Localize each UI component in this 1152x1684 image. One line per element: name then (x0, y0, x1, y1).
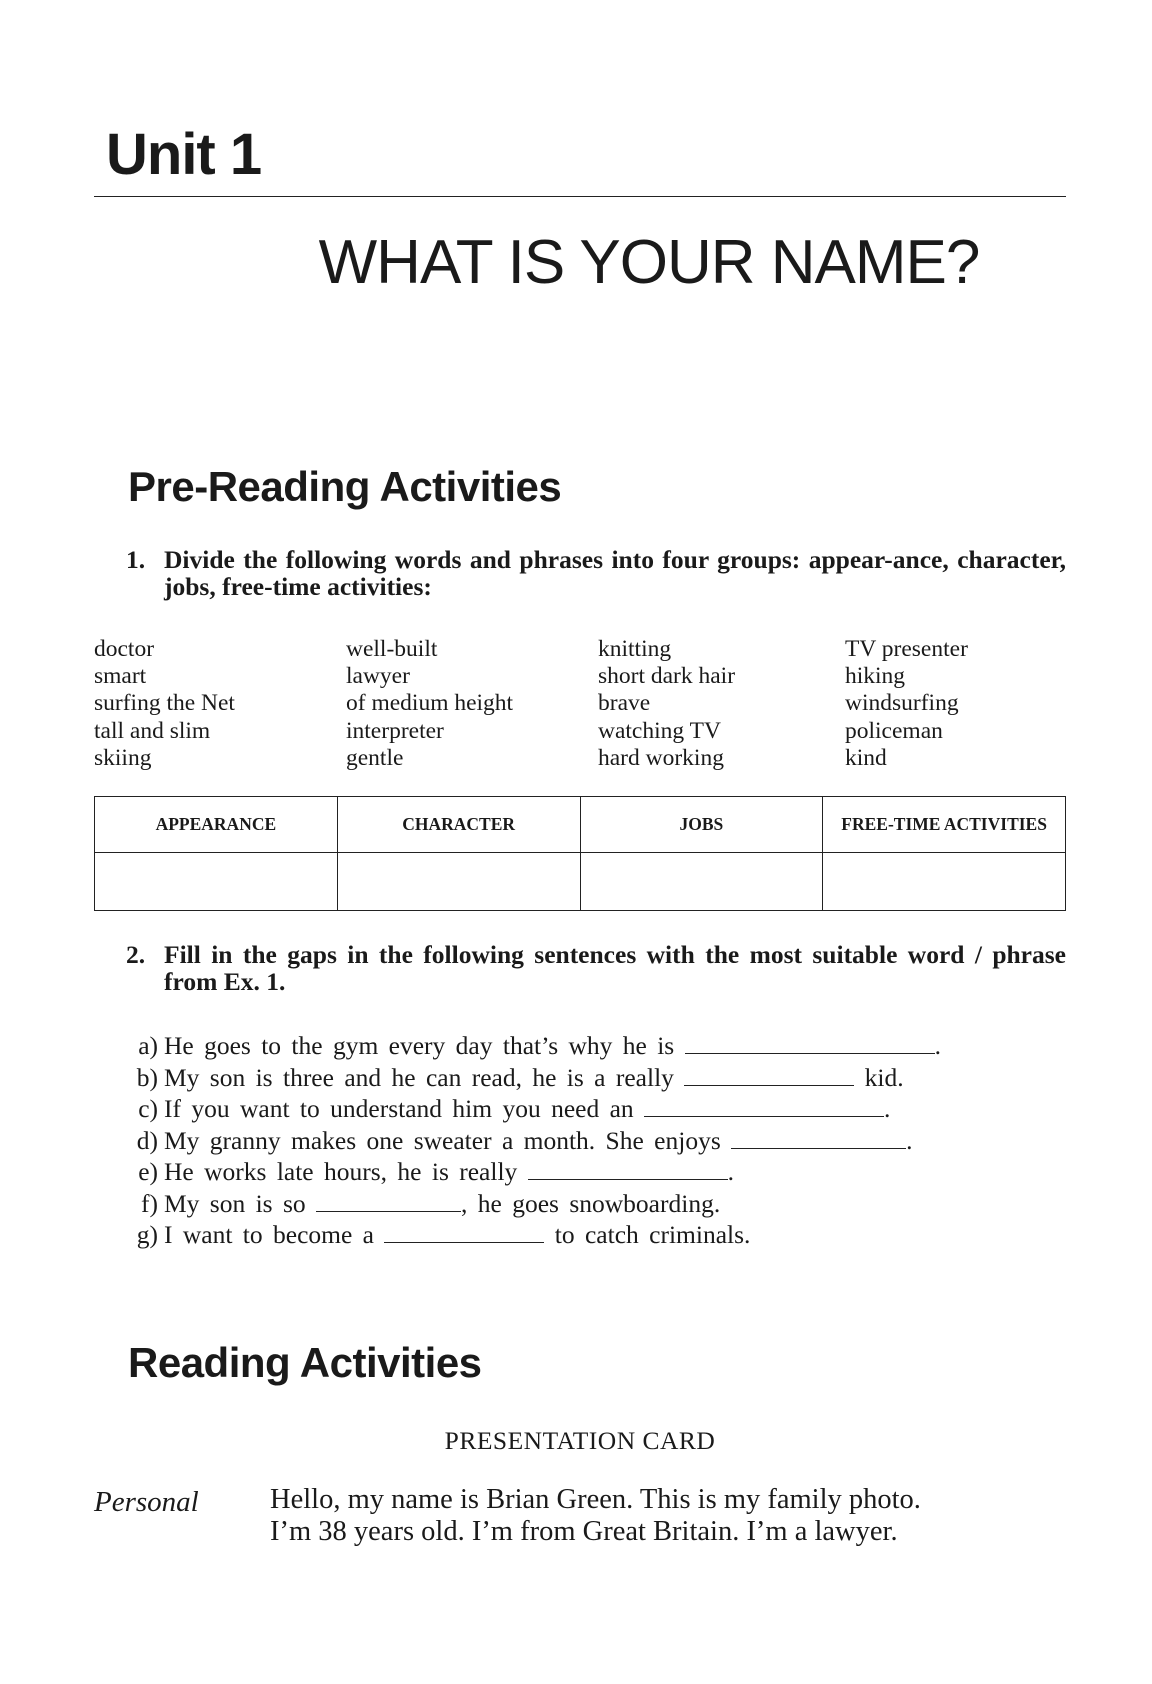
task-2-instruction: Fill in the gaps in the following sentences with the most suitable word / phrase from Ex. 1. (164, 940, 1066, 996)
word-column-4 (845, 636, 968, 772)
sentence-ending: . (884, 1094, 891, 1123)
sentence-f (126, 1188, 1086, 1220)
task-2-number: 2. (126, 940, 146, 969)
sentence-ending: . (727, 1157, 735, 1186)
word-item: skiing (94, 744, 152, 771)
header-free-time-activities: FREE-TIME ACTIVITIES (823, 797, 1066, 853)
word-item: well-built (346, 636, 438, 662)
answer-cell-jobs[interactable] (580, 853, 823, 911)
sentence-ending: . (934, 1031, 941, 1060)
sentence-text: My granny makes one sweater a month. She enjoys (164, 1125, 721, 1155)
answer-blank[interactable] (731, 1126, 906, 1149)
word-item: brave (598, 690, 651, 717)
word-item: tall and slim (94, 717, 211, 744)
sentence-e (126, 1156, 1086, 1188)
sentence-c (126, 1093, 1086, 1125)
sentence-letter: d) (136, 1125, 158, 1155)
answer-cell-appearance[interactable] (95, 853, 338, 911)
header-appearance: APPEARANCE (95, 797, 338, 853)
answer-blank[interactable] (684, 1063, 854, 1086)
sentence-text: He works late hours, he is really (164, 1157, 518, 1186)
title-divider (94, 196, 1066, 197)
answer-blank[interactable] (644, 1094, 884, 1117)
sentence-d (126, 1125, 1086, 1157)
word-item: policeman (845, 717, 943, 744)
gap-fill-sentences (126, 1030, 1086, 1251)
word-item: kind (845, 744, 887, 771)
sentence-g (126, 1219, 1086, 1251)
word-item: gentle (346, 744, 404, 771)
sentence-ending: to catch criminals. (554, 1220, 751, 1249)
sentence-letter: g) (136, 1220, 158, 1249)
personal-paragraph (270, 1484, 1070, 1548)
sentence-text: He goes to the gym every day that’s why he is (164, 1031, 675, 1060)
sentence-b (126, 1062, 1086, 1094)
answer-blank[interactable] (316, 1189, 461, 1212)
word-item: smart (94, 663, 147, 690)
sentence-text: My son is three and he can read, he is a really (164, 1062, 674, 1092)
sentence-letter: c) (138, 1094, 158, 1123)
answer-blank[interactable] (384, 1220, 544, 1243)
word-item: windsurfing (845, 690, 959, 717)
word-item: of medium height (346, 690, 514, 717)
header-character: CHARACTER (337, 797, 580, 853)
word-item: doctor (94, 636, 155, 662)
sentence-letter: f) (141, 1188, 158, 1218)
answer-cell-free-time-activities[interactable] (823, 853, 1066, 911)
sentence-letter: e) (138, 1157, 158, 1186)
sentence-a (126, 1030, 1086, 1062)
pre-reading-heading: Pre-Reading Activities (128, 463, 562, 510)
word-column-3 (598, 636, 735, 772)
unit-title: Unit 1 (106, 122, 262, 187)
answer-blank[interactable] (528, 1157, 728, 1180)
word-item: watching TV (598, 717, 721, 744)
word-item: hard working (598, 744, 724, 771)
word-column-1 (94, 636, 235, 772)
word-item: interpreter (346, 717, 444, 744)
sentence-ending: , he goes snowboarding. (461, 1188, 721, 1218)
word-item: surfing the Net (94, 690, 235, 717)
paragraph-line: Hello, my name is Brian Green. This is my family photo. (270, 1484, 921, 1515)
task-1-instruction: Divide the following words and phrases into four groups: appear-ance, character, jobs, free-time activities: (164, 545, 1066, 601)
header-jobs: JOBS (580, 797, 823, 853)
sentence-letter: a) (138, 1031, 158, 1060)
task-1-number: 1. (126, 545, 146, 574)
task-1 (126, 546, 1066, 600)
sentence-text: If you want to understand him you need an (164, 1094, 634, 1123)
reading-heading: Reading Activities (128, 1339, 482, 1386)
sentence-text: My son is so (164, 1188, 306, 1218)
word-groups-table (94, 796, 1066, 911)
paragraph-line: I’m 38 years old. I’m from Great Britain. I’m a lawyer. (270, 1516, 898, 1547)
sentence-text: I want to become a (164, 1220, 375, 1249)
task-2 (126, 941, 1066, 995)
sentence-ending: . (906, 1125, 913, 1155)
word-item: TV presenter (845, 636, 968, 662)
answer-blank[interactable] (685, 1031, 935, 1054)
sentence-ending: kid. (864, 1062, 904, 1092)
word-column-2 (346, 636, 513, 772)
sentence-letter: b) (136, 1062, 158, 1092)
page-title: WHAT IS YOUR NAME? (318, 228, 980, 297)
presentation-card-title: PRESENTATION CARD (444, 1426, 716, 1455)
personal-label: Personal (94, 1486, 199, 1518)
word-item: knitting (598, 636, 672, 662)
word-item: short dark hair (598, 663, 736, 690)
answer-cell-character[interactable] (337, 853, 580, 911)
word-item: lawyer (346, 663, 410, 690)
word-item: hiking (845, 663, 906, 690)
